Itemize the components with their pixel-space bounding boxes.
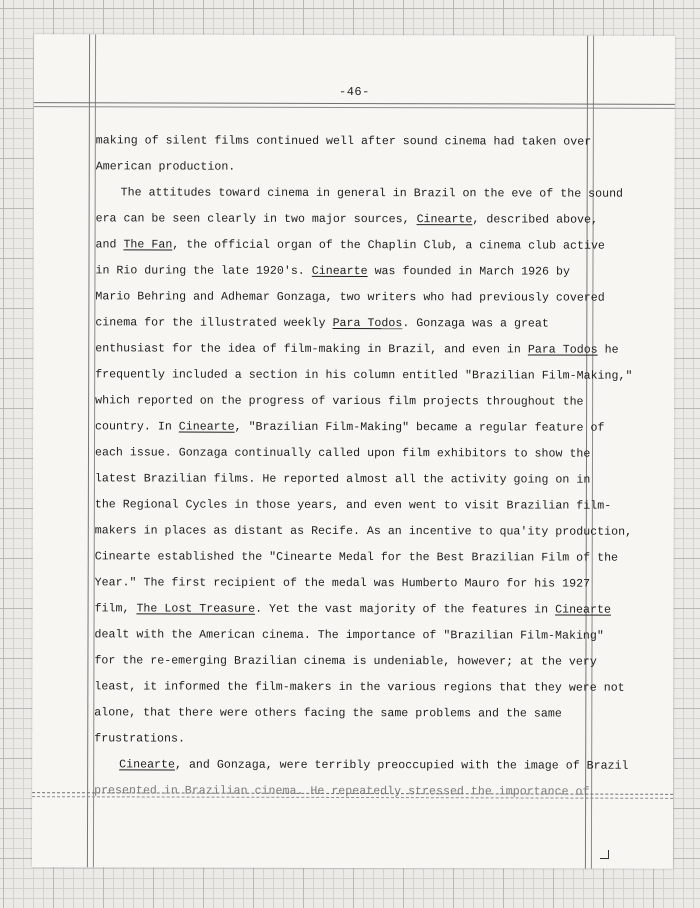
body-text: [94, 128, 633, 805]
document-page: [32, 34, 675, 869]
text-line: the Regional Cycles in those years, and even went to visit Brazilian film-: [94, 498, 612, 513]
text-line: Cinearte established the "Cinearte Medal for the Best Brazilian Film of the: [94, 550, 619, 565]
underlined-title: Cinearte: [178, 420, 235, 434]
text-line: in Rio during the late 1920's. Cinearte was founded in March 1926 by: [95, 264, 570, 279]
text-line: frustrations.: [94, 732, 185, 746]
text-line: each issue. Gonzaga continually called upon film exhibitors to show the: [94, 446, 591, 461]
text-line: Cinearte, and Gonzaga, were terribly preoccupied with the image of Brazil: [119, 758, 629, 773]
text-line: film, The Lost Treasure. Yet the vast majority of the features in Cinearte: [94, 602, 611, 617]
text-line: enthusiast for the idea of film-making in Brazil, and even in Para Todos he: [95, 342, 619, 357]
text-line: era can be seen clearly in two major sources, Cinearte, described above,: [95, 212, 599, 227]
text-line: making of silent films continued well after sound cinema had taken over: [95, 134, 592, 149]
page-number: -46-: [339, 84, 370, 100]
underlined-title: Cinearte: [119, 758, 176, 772]
text-line: makers in places as distant as Recife. As an incentive to qua'ity production,: [94, 524, 633, 539]
text-line: for the re-emerging Brazilian cinema is undeniable, however; at the very: [94, 654, 597, 669]
text-line: latest Brazilian films. He reported almost all the activity going on in: [94, 472, 591, 487]
text-line: American production.: [95, 160, 236, 174]
text-line: country. In Cinearte, "Brazilian Film-Making" became a regular feature of: [95, 420, 605, 435]
text-line: Mario Behring and Adhemar Gonzaga, two writers who had previously covered: [95, 290, 605, 305]
text-line: dealt with the American cinema. The importance of "Brazilian Film-Making": [94, 628, 604, 643]
text-line: The attitudes toward cinema in general in Brazil on the eve of the sound: [120, 186, 624, 201]
text-line: cinema for the illustrated weekly Para Todos. Gonzaga was a great: [95, 316, 549, 331]
text-line: Year." The first recipient of the medal was Humberto Mauro for his 1927: [94, 576, 591, 591]
top-margin-rule: [34, 102, 675, 109]
text-line: frequently included a section in his column entitled "Brazilian Film-Making,": [95, 368, 633, 383]
underlined-title: The Lost Treasure: [136, 602, 256, 616]
underlined-title: Para Todos: [527, 343, 598, 357]
underlined-title: Cinearte: [555, 603, 611, 617]
text-line: least, it informed the film-makers in the various regions that they were not: [94, 680, 625, 695]
text-line: alone, that there were others facing the same problems and the same: [94, 706, 562, 721]
underlined-title: Cinearte: [311, 264, 368, 279]
underlined-title: Cinearte: [416, 213, 473, 227]
text-line: and The Fan, the official organ of the Chaplin Club, a cinema club active: [95, 238, 605, 253]
text-line: presented in Brazilian cinema. He repeatedly stressed the importance of: [94, 784, 590, 799]
underlined-title: The Fan: [123, 238, 173, 252]
corner-crop-mark: [600, 850, 609, 859]
underlined-title: Para Todos: [332, 316, 403, 331]
text-line: which reported on the progress of various film projects throughout the: [95, 394, 584, 409]
